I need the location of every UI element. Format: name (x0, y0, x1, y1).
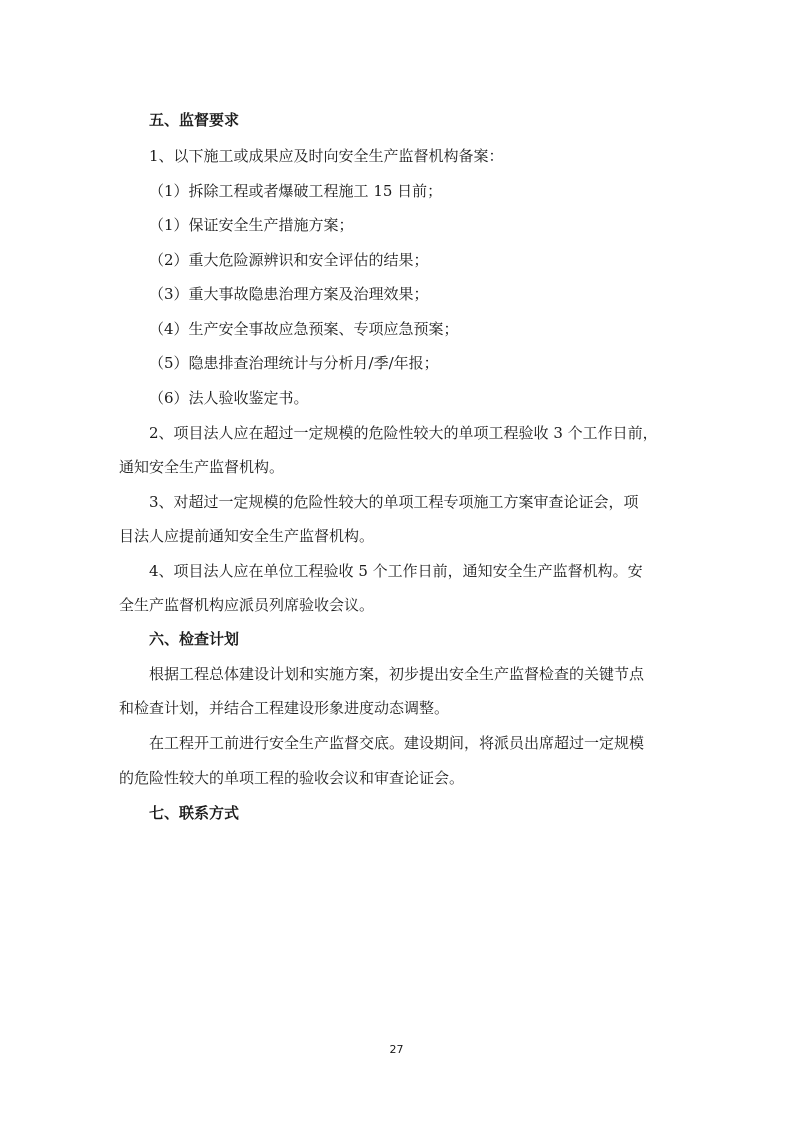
sub-item-2: （1）保证安全生产措施方案； (149, 216, 354, 234)
section6-para2-line1: 在工程开工前进行安全生产监督交底。建设期间，将派员出席超过一定规模 (149, 734, 645, 752)
page-number: 27 (389, 1043, 404, 1056)
item3-line2: 目法人应提前通知安全生产监督机构。 (119, 527, 375, 545)
section7-heading: 七、联系方式 (149, 804, 240, 822)
section5-heading: 五、监督要求 (149, 111, 240, 129)
item2-line2: 通知安全生产监督机构。 (119, 458, 285, 476)
sub-item-6: （5）隐患排查治理统计与分析月/季/年报； (149, 354, 439, 372)
sub-item-1: （1）拆除工程或者爆破工程施工 15 日前； (149, 182, 443, 200)
sub-item-3: （2）重大危险源辨识和安全评估的结果； (149, 251, 429, 269)
section5-item1-intro: 1、以下施工或成果应及时向安全生产监督机构备案： (149, 147, 504, 165)
item3-line1: 3、对超过一定规模的危险性较大的单项工程专项施工方案审查论证会，项 (149, 493, 639, 511)
item4-line2: 全生产监督机构应派员列席验收会议。 (119, 596, 375, 614)
section6-heading: 六、检查计划 (149, 630, 240, 648)
sub-item-5: （4）生产安全事故应急预案、专项应急预案； (149, 320, 459, 338)
section6-para2-line2: 的危险性较大的单项工程的验收会议和审查论证会。 (119, 769, 465, 787)
sub-item-4: （3）重大事故隐患治理方案及治理效果； (149, 285, 429, 303)
sub-item-7: （6）法人验收鉴定书。 (149, 389, 309, 407)
item2-line1: 2、项目法人应在超过一定规模的危险性较大的单项工程验收 3 个工作日前， (149, 424, 658, 442)
section6-para1-line2: 和检查计划，并结合工程建设形象进度动态调整。 (119, 699, 450, 717)
section6-para1-line1: 根据工程总体建设计划和实施方案，初步提出安全生产监督检查的关键节点 (149, 665, 645, 683)
item4-line1: 4、项目法人应在单位工程验收 5 个工作日前，通知安全生产监督机构。安 (149, 562, 643, 580)
